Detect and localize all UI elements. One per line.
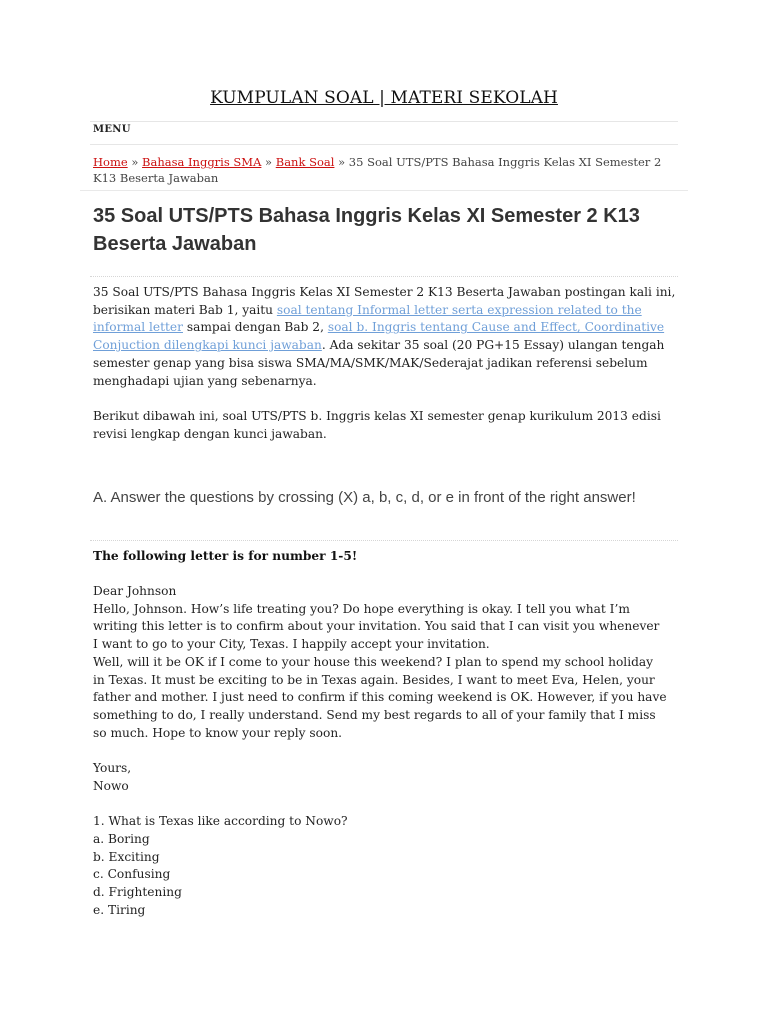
- divider: [90, 276, 678, 277]
- breadcrumb-current: 35 Soal UTS/PTS Bahasa Inggris Kelas XI Semester 2 K13 Beserta Jawaban: [93, 155, 662, 185]
- letter-line: Well, will it be OK if I come to your house this weekend? I plan to spend my school holiday: [93, 654, 654, 669]
- letter-intro: The following letter is for number 1-5!: [93, 549, 358, 563]
- letter-line: 1. What is Texas like according to Nowo?: [93, 814, 348, 829]
- intro-text: sampai dengan Bab 2,: [182, 320, 328, 335]
- divider: [80, 190, 688, 191]
- intro-text: . Ada sekitar 35 soal (20 PG+15 Essay) ulangan tengah semester genap yang bisa siswa SMA/MA/SMK/MAK/Sederajat jadikan referensi sebelum menghadapi ujian yang sebenarnya.: [93, 338, 665, 388]
- letter-line: father and mother. I just need to confirm if this coming weekend is OK. However, if you have: [93, 690, 667, 705]
- breadcrumb-bahasa-inggris-link[interactable]: Bahasa Inggris SMA: [142, 155, 262, 169]
- letter-line: Nowo: [93, 778, 129, 793]
- letter-line: d. Frightening: [93, 884, 182, 899]
- letter-line: Yours,: [93, 761, 132, 776]
- section-heading: A. Answer the questions by crossing (X) a, b, c, d, or e in front of the right answer!: [93, 489, 636, 506]
- letter-line: e. Tiring: [93, 902, 146, 917]
- breadcrumb-home-link[interactable]: Home: [93, 155, 128, 169]
- breadcrumb-separator: »: [131, 155, 139, 169]
- description-paragraph: Berikut dibawah ini, soal UTS/PTS b. Inggris kelas XI semester genap kurikulum 2013 edisi revisi lengkap dengan kunci jawaban.: [93, 409, 661, 441]
- divider: [90, 540, 678, 541]
- breadcrumb-separator: »: [338, 155, 346, 169]
- letter-line: Dear Johnson: [93, 584, 177, 598]
- intro-text: 35 Soal UTS/PTS Bahasa Inggris Kelas XI Semester 2 K13 Beserta Jawaban postingan kali ini, berisikan materi Bab 1, yaitu: [93, 285, 676, 317]
- breadcrumb: [93, 154, 673, 186]
- breadcrumb-separator: »: [265, 155, 273, 169]
- site-title[interactable]: KUMPULAN SOAL | MATERI SEKOLAH: [210, 88, 558, 108]
- intro-paragraph: [93, 284, 681, 390]
- letter-line: c. Confusing: [93, 867, 171, 882]
- blank-line: [93, 795, 683, 813]
- letter-line: a. Boring: [93, 831, 150, 846]
- post-title: 35 Soal UTS/PTS Bahasa Inggris Kelas XI Semester 2 K13 Beserta Jawaban: [93, 205, 640, 255]
- letter-line: I want to go to your City, Texas. I happily accept your invitation.: [93, 637, 490, 652]
- cause-effect-link[interactable]: soal b. Inggris tentang Cause and Effect, Coordinative Conjuction dilengkapi kunci jawaban: [93, 320, 665, 353]
- letter-line: in Texas. It must be exciting to be in Texas again. Besides, I want to meet Eva, Helen, your: [93, 672, 655, 687]
- menu-button[interactable]: MENU: [93, 124, 131, 135]
- letter-line: so much. Hope to know your reply soon.: [93, 725, 343, 740]
- letter-line: b. Exciting: [93, 849, 160, 864]
- informal-letter-link[interactable]: soal tentang Informal letter serta expression related to the informal letter: [93, 302, 642, 335]
- letter-line: writing this letter is to confirm about your invitation. You said that I can visit you whenever: [93, 619, 660, 634]
- letter-line: something to do, I really understand. Send my best regards to all of your family that I miss: [93, 707, 656, 722]
- letter-line: Hello, Johnson. How’s life treating you? Do hope everything is okay. I tell you what I’m: [93, 601, 630, 616]
- blank-line: [93, 742, 683, 760]
- letter-body: [93, 583, 683, 919]
- breadcrumb-bank-soal-link[interactable]: Bank Soal: [275, 155, 335, 169]
- menu-bar: [90, 121, 678, 145]
